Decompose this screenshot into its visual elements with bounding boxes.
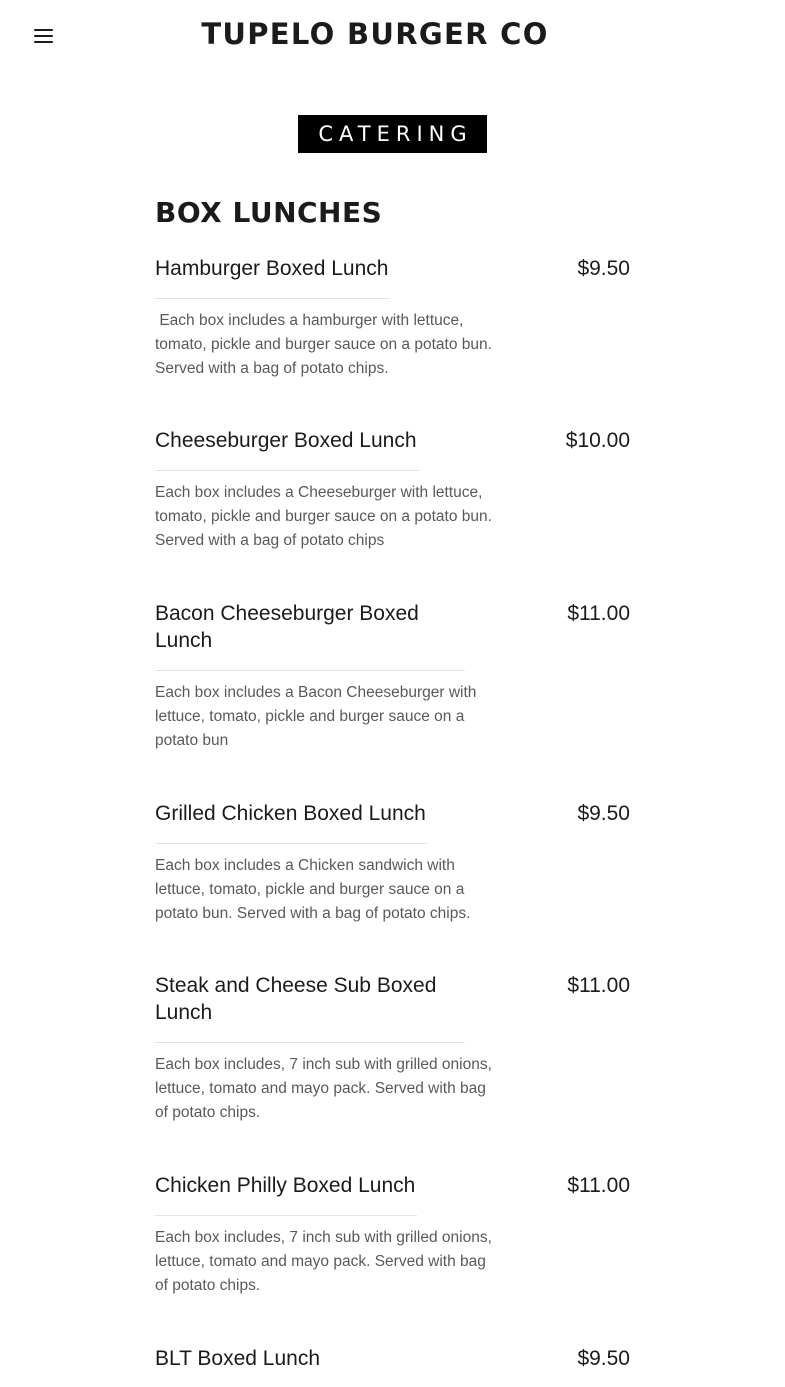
item-name: Steak and Cheese Sub Boxed Lunch: [155, 972, 465, 1043]
menu-item: [155, 1172, 630, 1345]
item-name: Bacon Cheeseburger Boxed Lunch: [155, 600, 465, 671]
menu-item: [155, 600, 630, 800]
site-title[interactable]: TUPELO BURGER CO: [201, 17, 549, 51]
item-price: $11.00: [567, 1174, 630, 1197]
category-title: BOX LUNCHES: [155, 196, 383, 229]
menu-item: [155, 972, 630, 1172]
item-description: Each box includes a Bacon Cheeseburger with lettuce, tomato, pickle and burger sauce on a potato bun: [155, 684, 477, 749]
item-price: $10.00: [565, 429, 630, 452]
item-description: Each box includes, 7 inch sub with grilled onions, lettuce, tomato and mayo pack. Served with bag of potato chips.: [155, 1056, 492, 1121]
item-price: $11.00: [567, 602, 630, 625]
item-name: Hamburger Boxed Lunch: [155, 255, 390, 299]
item-name: Cheeseburger Boxed Lunch: [155, 427, 419, 471]
item-description: Each box includes a Cheeseburger with lettuce, tomato, pickle and burger sauce on a potato bun. Served with a bag of potato chips: [155, 484, 492, 549]
item-price: $9.50: [577, 802, 630, 825]
item-price: $9.50: [577, 257, 630, 280]
site-header: [0, 0, 785, 72]
item-name: Chicken Philly Boxed Lunch: [155, 1172, 417, 1216]
menu-item-list: [155, 255, 630, 1387]
menu-item: [155, 1345, 630, 1387]
item-description: Each box includes a Chicken sandwich with lettuce, tomato, pickle and burger sauce on a potato bun. Served with a bag of potato chips.: [155, 857, 471, 922]
item-description: Each box includes, 7 inch sub with grilled onions, lettuce, tomato and mayo pack. Served with bag of potato chips.: [155, 1229, 492, 1294]
item-description: Each box includes a hamburger with lettuce, tomato, pickle and burger sauce on a potato bun. Served with a bag of potato chips.: [155, 312, 497, 377]
menu-item: [155, 800, 630, 972]
menu-item: [155, 255, 630, 427]
section-heading: CATERING: [298, 115, 487, 153]
item-name: Grilled Chicken Boxed Lunch: [155, 800, 428, 844]
item-name: BLT Boxed Lunch: [155, 1345, 322, 1387]
menu-item: [155, 427, 630, 600]
item-price: $11.00: [567, 974, 630, 997]
item-price: $9.50: [577, 1347, 630, 1370]
